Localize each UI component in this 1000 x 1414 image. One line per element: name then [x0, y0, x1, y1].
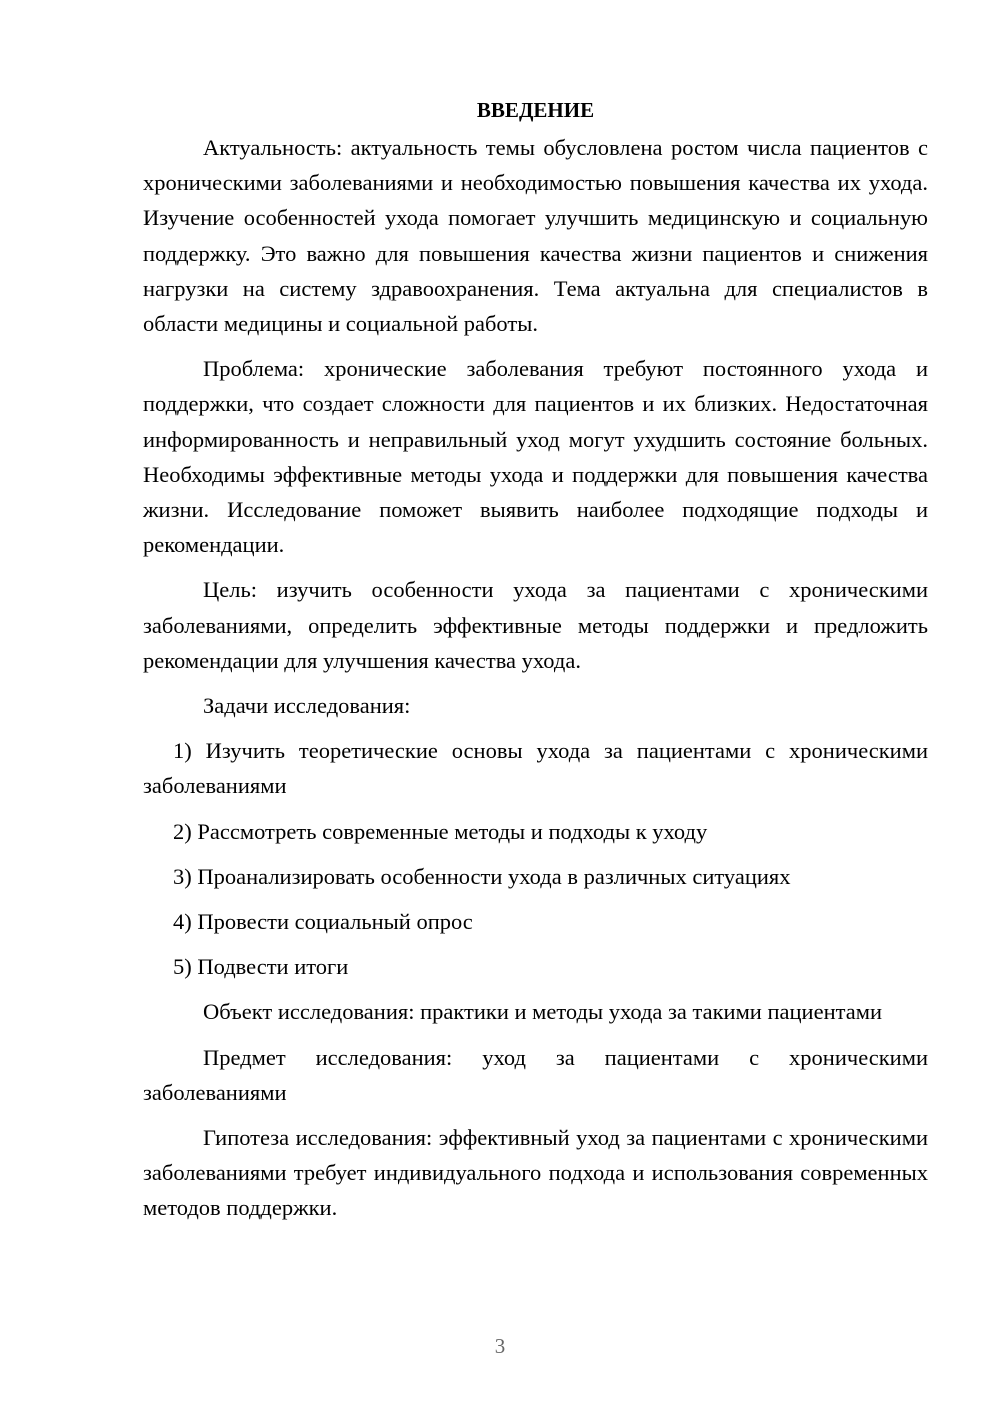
- page-number: 3: [494, 1334, 506, 1358]
- paragraph-hypothesis: Гипотеза исследования: эффективный уход за пациентами с хроническими заболеваниями требует индивидуального подхода и использования современных методов поддержки.: [143, 1125, 928, 1221]
- task-item: 5) Подвести итоги: [173, 954, 349, 980]
- task-item: 1) Изучить теоретические основы ухода за пациентами с хроническими заболеваниями: [143, 738, 928, 799]
- paragraph-goal: Цель: изучить особенности ухода за пациентами с хроническими заболеваниями, определить эффективные методы поддержки и предложить рекомендации для улучшения качества ухода.: [143, 577, 928, 673]
- task-item: 2) Рассмотреть современные методы и подходы к уходу: [173, 818, 708, 844]
- task-item: 4) Провести социальный опрос: [173, 909, 473, 935]
- paragraph-subject: Предмет исследования: уход за пациентами с хроническими заболеваниями: [143, 1044, 928, 1105]
- paragraph-problem: Проблема: хронические заболевания требуют постоянного ухода и поддержки, что создает сложности для пациентов и их близких. Недостаточная информированность и неправильный уход могут ухудшить состояние больных. Необходимы эффективные методы ухода и поддержки для повышения качества жизни. Исследование поможет выявить наиболее подходящие подходы и рекомендации.: [143, 356, 928, 558]
- tasks-title: Задачи исследования:: [203, 693, 411, 719]
- paragraph-object: Объект исследования: практики и методы ухода за такими пациентами: [203, 999, 882, 1025]
- task-item: 3) Проанализировать особенности ухода в различных ситуациях: [173, 863, 791, 889]
- page-content: [143, 92, 928, 1236]
- section-heading: ВВЕДЕНИЕ: [476, 98, 595, 122]
- paragraph-relevance: Актуальность: актуальность темы обусловлена ростом числа пациентов с хроническими заболеваниями и необходимостью повышения качества их ухода. Изучение особенностей ухода помогает улучшить медицинскую и социальную поддержку. Это важно для повышения качества жизни пациентов и снижения нагрузки на систему здравоохранения. Тема актуальна для специалистов в области медицины и социальной работы.: [143, 135, 928, 337]
